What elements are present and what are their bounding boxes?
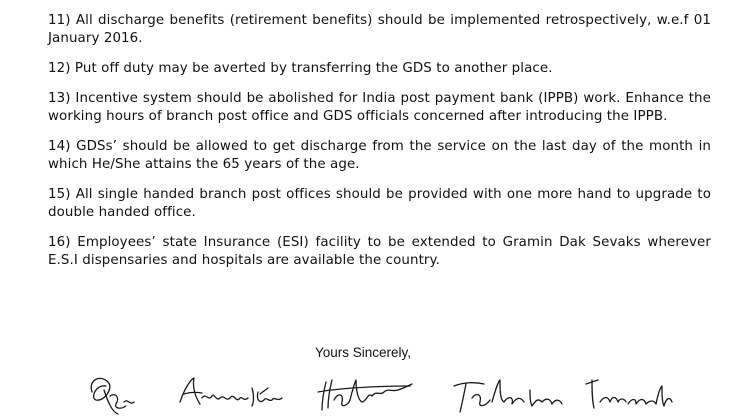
signature-3 <box>318 380 412 410</box>
demand-item-11: 11) All discharge benefits (retirement benefits) should be implemented retrospectively, w.e.f 01 January 2016. <box>48 13 711 46</box>
demand-item-16: 16) Employees’ state Insurance (ESI) facility to be extended to Gramin Dak Sevaks wherever E.S.I dispensaries and hospitals are available the country. <box>48 235 711 268</box>
signature-1 <box>91 378 134 414</box>
demand-item-15: 15) All single handed branch post offices should be provided with one more hand to upgrade to double handed office. <box>48 187 711 220</box>
signature-5 <box>586 380 672 408</box>
signature-4 <box>454 380 562 412</box>
signature-2 <box>180 378 282 406</box>
demand-item-14: 14) GDSs’ should be allowed to get discharge from the service on the last day of the month in which He/She attains the 65 years of the age. <box>48 139 711 172</box>
closing-salutation: Yours Sincerely, <box>315 345 412 360</box>
signature-row <box>0 362 750 420</box>
demand-item-13: 13) Incentive system should be abolished for India post payment bank (IPPB) work. Enhance the working hours of branch post office and GDS officials concerned after introducing the IPPB. <box>48 91 711 124</box>
demands-list <box>48 12 711 282</box>
signatures-drawing <box>0 362 750 420</box>
demand-item-12: 12) Put off duty may be averted by transferring the GDS to another place. <box>48 61 553 76</box>
